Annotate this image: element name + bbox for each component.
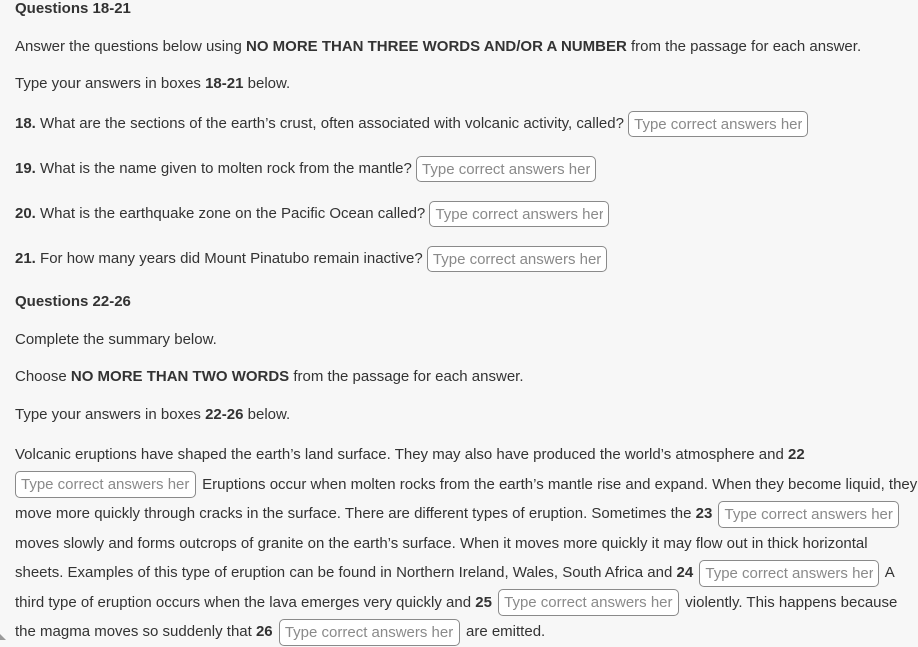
question-number: 21. — [15, 249, 36, 267]
answer-input-19[interactable] — [416, 156, 596, 182]
question-number: 18. — [15, 114, 36, 132]
gap-number-23: 23 — [695, 505, 713, 522]
question-19 — [15, 156, 596, 182]
question-21 — [15, 246, 607, 272]
answer-input-18[interactable] — [628, 111, 808, 137]
instruction-emphasis: NO MORE THAN THREE WORDS AND/OR A NUMBER — [245, 38, 627, 55]
gap-number-26: 26 — [255, 623, 273, 640]
resize-handle-icon — [0, 634, 6, 640]
summary-paragraph: Volcanic eruptions have shaped the earth’s land surface. They may also have produced the world’s atmosphere and 22 Type correct answers here Eruptions occur when molten rocks from the earth’s mantle rise and expand. When they become liquid, they move more quickly through cracks in the surface. There are different types of eruption. Sometimes the 23 Type correct answers here moves slowly and forms outcrops of granite on the earth’s surface. When it moves more quickly it may flow out in thick horizontal sheets. Examples of this type of eruption can be found in Northern Ireland, Wales, South Africa and 24 Type correct answers here A third type of eruption occurs when the lava emerges very quickly and 25 Type correct answers here violently. This happens because the magma moves so suddenly that 26 Type correct answers here are emitted. — [15, 440, 918, 647]
answer-input-21[interactable] — [427, 246, 607, 272]
type-answers-text-2: Type your answers in boxes 22-26 below. — [15, 406, 291, 423]
question-text: What is the name given to molten rock from the mantle? — [35, 159, 412, 177]
instruction-emphasis: NO MORE THAN TWO WORDS — [70, 368, 290, 385]
answer-input-24[interactable] — [699, 560, 879, 587]
choose-instruction-text: Choose NO MORE THAN TWO WORDS from the passage for each answer. — [15, 368, 524, 385]
instruction-text: Answer the questions below using NO MORE THAN THREE WORDS AND/OR A NUMBER from the passage for each answer. — [15, 38, 862, 55]
gap-number-22: 22 — [787, 446, 805, 463]
question-number: 20. — [15, 204, 36, 222]
complete-summary-text: Complete the summary below. — [15, 331, 217, 348]
question-text: What is the earthquake zone on the Pacific Ocean called? — [35, 204, 426, 222]
section-heading-22-26: Questions 22-26 — [15, 293, 131, 310]
gap-number-25: 25 — [475, 593, 492, 611]
answer-input-25[interactable] — [498, 589, 679, 616]
gap-number-24: 24 — [676, 564, 694, 581]
answer-input-26[interactable] — [279, 619, 460, 646]
answer-input-20[interactable] — [429, 201, 609, 227]
type-answers-text: Type your answers in boxes 18-21 below. — [15, 75, 291, 92]
question-text: For how many years did Mount Pinatubo remain inactive? — [35, 249, 423, 267]
question-number: 19. — [15, 159, 36, 177]
answer-input-22[interactable] — [15, 471, 196, 498]
answer-input-23[interactable] — [718, 501, 899, 528]
question-18 — [15, 111, 808, 137]
section-heading-18-21: Questions 18-21 — [15, 0, 131, 17]
question-text: What are the sections of the earth’s crust, often associated with volcanic activity, called? — [35, 114, 624, 132]
question-20 — [15, 201, 609, 227]
